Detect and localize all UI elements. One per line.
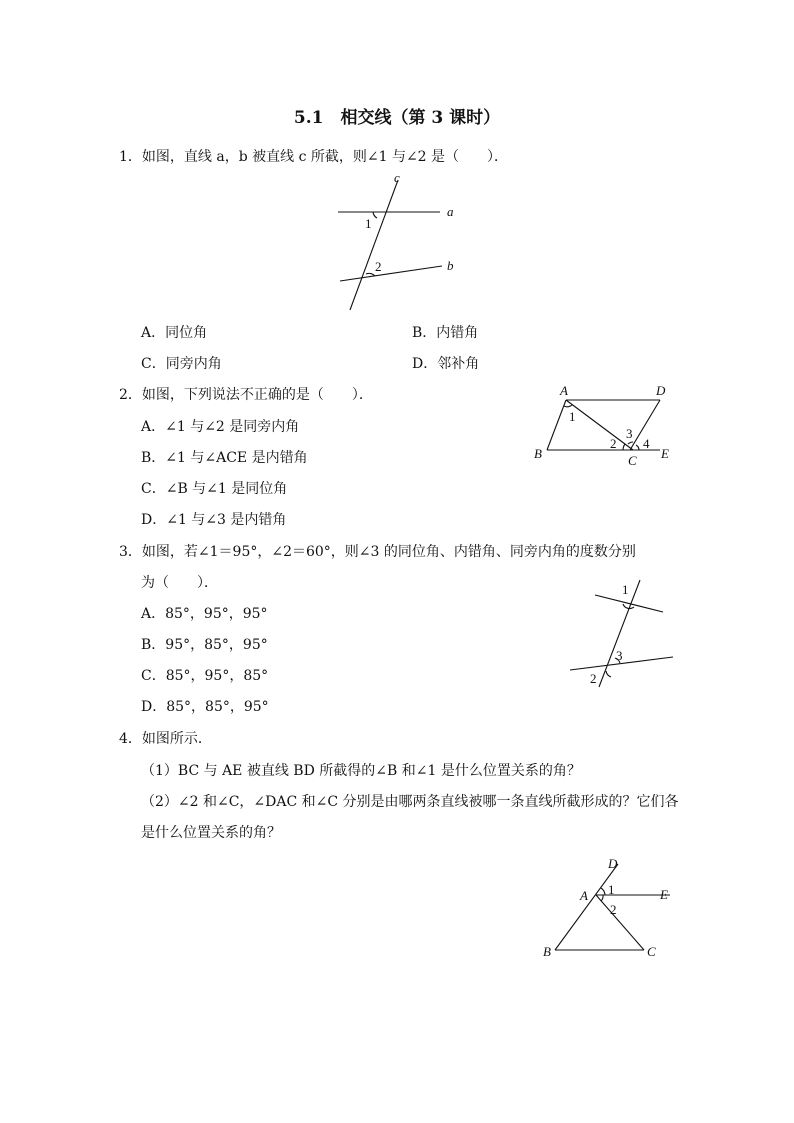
q2-label-4: 4 — [643, 436, 650, 451]
q4-angle2-arc — [601, 895, 603, 901]
q3-option-d[interactable]: D．85°，85°，95° — [141, 699, 269, 715]
q1-option-c[interactable]: C．同旁内角 — [141, 356, 222, 372]
q2-label-a: A — [560, 383, 568, 398]
q4-line-bd — [555, 864, 618, 950]
q3-option-b[interactable]: B．95°，85°，95° — [141, 637, 268, 653]
page-title: 5.1 相交线（第 3 课时） — [293, 108, 501, 128]
q1-option-d[interactable]: D．邻补角 — [412, 356, 480, 372]
q4-label-b: B — [543, 944, 551, 959]
q3-option-a[interactable]: A．85°，95°，95° — [141, 606, 268, 622]
q3-stem-line1: 3．如图，若∠1＝95°，∠2＝60°，则∠3 的同位角、内错角、同旁内角的度数分别 — [119, 544, 636, 560]
q2-option-d[interactable]: D．∠1 与∠3 是内错角 — [141, 512, 287, 528]
q3-label-1: 1 — [622, 582, 629, 597]
q2-option-a[interactable]: A．∠1 与∠2 是同旁内角 — [141, 419, 300, 435]
q1-angle1-arc — [373, 212, 377, 218]
q3-figure — [565, 575, 680, 695]
q2-figure — [530, 380, 680, 468]
q4-segment-ac — [596, 895, 644, 950]
q4-part2-line2: 是什么位置关系的角？ — [141, 825, 281, 841]
q4-label-e: E — [660, 887, 668, 902]
q3-option-c[interactable]: C．85°，95°，85° — [141, 668, 269, 684]
q1-line-c — [350, 180, 398, 310]
q2-label-3: 3 — [626, 426, 633, 441]
q4-label-2: 2 — [610, 902, 617, 917]
q2-angle1-arc — [564, 405, 572, 407]
q4-figure — [540, 852, 680, 962]
q2-option-c[interactable]: C．∠B 与∠1 是同位角 — [141, 481, 288, 497]
q1-label-1: 1 — [365, 216, 372, 231]
q2-segment-ab — [547, 400, 566, 450]
q1-label-c: c — [394, 170, 400, 185]
q2-angle2-arc — [623, 444, 625, 450]
q1-line-b — [340, 266, 442, 281]
q1-label-a: a — [447, 204, 454, 219]
q1-option-b[interactable]: B．内错角 — [412, 325, 479, 341]
q2-segment-ac — [566, 400, 633, 450]
q3-angle2-arc — [606, 671, 611, 677]
q2-angle3-arc — [628, 442, 633, 444]
q2-angle4-arc — [636, 445, 639, 450]
q4-label-a: A — [580, 888, 588, 903]
q2-label-1: 1 — [569, 409, 576, 424]
q4-stem: 4．如图所示． — [119, 731, 212, 747]
q1-figure — [330, 170, 470, 315]
q1-label-b: b — [447, 258, 454, 273]
q4-label-c: C — [647, 944, 656, 959]
q4-angle1-arc — [601, 888, 605, 895]
q3-label-3: 3 — [616, 648, 623, 663]
q3-stem-line2: 为（ ）． — [141, 575, 218, 591]
q2-label-c: C — [628, 453, 637, 468]
q4-label-1: 1 — [608, 882, 615, 897]
q2-label-b: B — [534, 446, 542, 461]
q3-transversal — [599, 580, 640, 687]
q4-part1: （1）BC 与 AE 被直线 BD 所截得的∠B 和∠1 是什么位置关系的角？ — [141, 763, 581, 779]
q2-option-b[interactable]: B．∠1 与∠ACE 是内错角 — [141, 450, 308, 466]
q2-label-e: E — [661, 446, 669, 461]
q4-label-d: D — [608, 856, 618, 871]
q2-label-d: D — [656, 383, 666, 398]
q1-option-a[interactable]: A．同位角 — [141, 325, 208, 341]
q1-label-2: 2 — [375, 259, 382, 274]
q4-part2-line1: （2）∠2 和∠C，∠DAC 和∠C 分别是由哪两条直线被哪一条直线所截形成的？它们各 — [141, 794, 679, 810]
q2-stem: 2．如图，下列说法不正确的是（ ）． — [119, 387, 373, 403]
q3-label-2: 2 — [590, 671, 597, 686]
q2-label-2: 2 — [610, 436, 617, 451]
q1-stem: 1．如图，直线 a，b 被直线 c 所截，则∠1 与∠2 是（ ）． — [119, 149, 509, 165]
